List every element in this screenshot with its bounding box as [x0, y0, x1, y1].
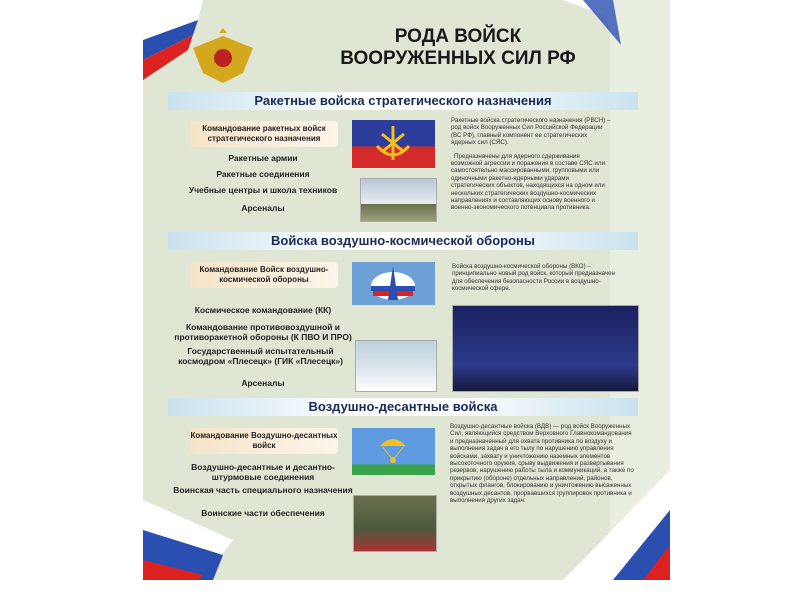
fighter-jet-photo	[355, 340, 437, 392]
list-item: Государственный испытательный космодром «Плесецк» (ГИК «Плесецк»)	[178, 346, 343, 366]
page-title: РОДА ВОЙСК ВООРУЖЕННЫХ СИЛ РФ	[340, 26, 576, 69]
list-item: Космическое командование (КК)	[194, 305, 332, 315]
list-item: Командование противовоздушной и противоракетной обороны (К ПВО И ПРО)	[174, 322, 352, 342]
list-item: Воинские части обеспечения	[201, 508, 325, 518]
missile-launcher-photo	[360, 178, 437, 222]
list-item: Ракетные армии	[228, 153, 298, 163]
list-item: Арсеналы	[241, 203, 285, 213]
list-item: Воздушно-десантные и десантно-штурмовые соединения	[191, 462, 335, 482]
command-box: Командование ракетных войск стратегического назначения	[190, 121, 338, 147]
rocket-launch-photo	[452, 305, 639, 392]
list-item: Ракетные соединения	[216, 169, 310, 179]
rvsn-flag	[352, 120, 435, 168]
list-item: Учебные центры и школа техников	[188, 185, 338, 195]
section-description: Ракетные войска стратегического назначения (РВСН) – род войск Вооруженных Сил Российской Федерации (ВС РФ), главный компонент ее стратегических ядерных сил (СЯС). Предназначены для ядерного сдерживания возможной агрессии и поражения в составе СЯС или самостоятельно массированными, групповыми или одиночными ракетно-ядерными ударами стратегических объектов, находящихся на одном или нескольких стратегических воздушно-космических направлениях и составляющих основу военного и военно-экономического потенциала противника.	[451, 117, 611, 212]
command-box: Командование Войск воздушно-космической обороны	[190, 262, 338, 288]
soldiers-parade-photo	[353, 495, 437, 552]
section-description: Войска воздушно-космической обороны (ВКО) – принципиально новый род войск, который предназначен для обеспечения безопасности России в воздушно-космической сфере.	[452, 263, 616, 293]
section-title: Ракетные войска стратегического назначения	[168, 92, 638, 110]
list-item: Арсеналы	[241, 378, 285, 388]
eagle-emblem-icon	[183, 28, 263, 86]
section-description: Воздушно-десантные войска (ВДВ) — род войск Вооруженных Сил, являющийся средством Верховного Главнокомандования и предназначенный для охвата противника по воздуху и выполнения задач в его тылу по нарушению управления войсками, захвату и уничтожению наземных элементов высокоточного оружия, срыву выдвижения и развертывания резервов, нарушению работы тыла и коммуникаций, а также по прикрытию (обороне) отдельных направлений, районов, открытых флангов, блокированию и уничтожению высаженных воздушных десантов, прорвавшихся группировок противника и выполнения других задач.	[450, 423, 634, 505]
parachute-emblem-icon	[352, 428, 435, 475]
section-title: Воздушно-десантные войска	[168, 398, 638, 416]
vdv-flag	[352, 428, 435, 475]
vko-emblem-icon	[352, 262, 435, 305]
vko-flag	[352, 262, 435, 305]
command-box: Командование Воздушно-десантных войск	[190, 428, 338, 454]
section-title: Войска воздушно-космической обороны	[168, 232, 638, 250]
list-item: Воинская часть специального назначения	[173, 485, 353, 495]
poster	[143, 0, 670, 580]
missile-emblem-icon	[352, 120, 435, 168]
